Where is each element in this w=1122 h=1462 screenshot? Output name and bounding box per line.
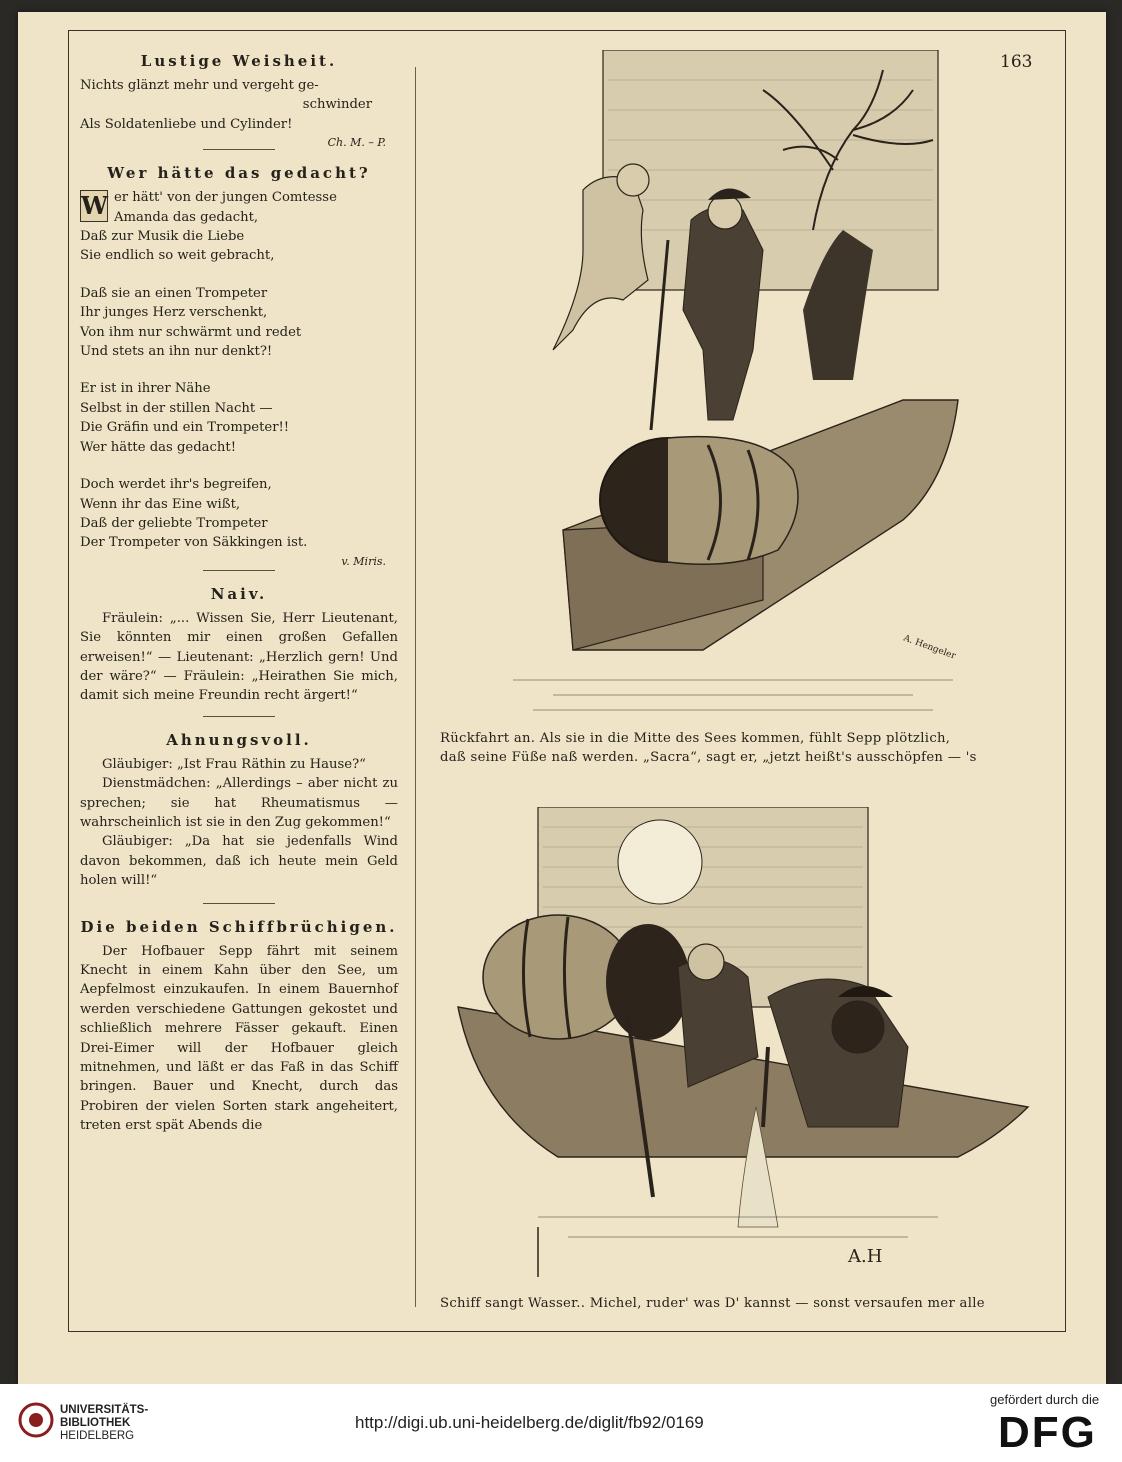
wer-stanza-2 [80, 284, 398, 362]
drop-cap: W [81, 191, 108, 221]
lustige-signature: Ch. M. – P. [327, 136, 386, 150]
verse-line: er hätt' von der jungen Comtesse [114, 190, 337, 206]
caption-top [440, 729, 1020, 768]
verse-line: Der Trompeter von Säkkingen ist. [80, 535, 308, 551]
wer-signature: v. Miris. [341, 554, 386, 568]
lustige-line-3: Als Soldatenliebe und Cylinder! [80, 116, 293, 132]
library-name [60, 1404, 148, 1443]
verse-line: Er ist in ihrer Nähe [80, 381, 211, 397]
magazine-page [18, 12, 1106, 1384]
divider [203, 903, 275, 904]
ahnung-para-3: Gläubiger: „Da hat sie jedenfalls Wind davon bekommen, daß ich heute mein Geld holen will!“ [80, 834, 398, 889]
verse-line: Ihr junges Herz verschenkt, [80, 305, 268, 321]
verse-line: Und stets an ihn nur denkt?! [80, 344, 273, 360]
verse-line: Daß sie an einen Trompeter [80, 285, 268, 301]
caption-top-line-2: daß seine Füße naß werden. „Sacra“, sagt er, „jetzt heißt's ausschöpfen — 's [440, 750, 977, 766]
left-column [80, 52, 398, 1136]
schiff-text: Der Hofbauer Sepp fährt mit seinem Knecht in einem Kahn über den See, um Aepfelmost einzukaufen. In einem Bauernhof werden verschiedene Gattungen gekostet und schließlich mehrere Fässer gekauft. Einen Drei-Eimer will der Hofbauer gleich mitnehmen, und läßt er das Faß in das Schiff bringen. Bauer und Knecht, durch das Probiren der vielen Sorten stark angeheitert, treten erst spät Abends die [80, 943, 398, 1134]
page-number: 163 [1000, 52, 1033, 72]
verse-line: Die Gräfin und ein Trompeter!! [80, 420, 290, 436]
illustration-sinking-boat [438, 807, 1033, 1287]
wer-stanza-3 [80, 379, 398, 457]
wer-title: Wer hätte das gedacht? [107, 164, 371, 183]
library-name-line-3: HEIDELBERG [60, 1430, 135, 1442]
dfg-logo: DFG [998, 1408, 1097, 1457]
verse-line: Daß zur Musik die Liebe [80, 229, 245, 245]
caption-top-line-1: Rückfahrt an. Als sie in die Mitte des Sees kommen, fühlt Sepp plötzlich, [440, 731, 951, 746]
ahnung-para-2: Dienstmädchen: „Allerdings – aber nicht zu sprechen; sie hat Rheumatismus — wahrscheinlich ist sie in den Zug gekommen!“ [80, 776, 398, 830]
verse-line: Amanda das gedacht, [114, 209, 259, 225]
column-rule [415, 67, 416, 1307]
verse-line: Daß der geliebte Trompeter [80, 515, 268, 531]
library-name-line-2: BIBLIOTHEK [60, 1417, 131, 1429]
verse-line: Selbst in der stillen Nacht — [80, 400, 273, 416]
lustige-line-1: Nichts glänzt mehr und vergeht ge- [80, 78, 319, 93]
ahnung-para-1: Gläubiger: „Ist Frau Räthin zu Hause?“ [102, 756, 366, 772]
verse-line: Doch werdet ihr's begreifen, [80, 477, 272, 493]
artist-signature-top: A. Hengeler [901, 633, 957, 662]
caption-bottom: Schiff sangt Wasser.. Michel, ruder' was D' kannst — sonst versaufen mer alle [440, 1296, 985, 1311]
naiv-title: Naiv. [210, 584, 268, 603]
verse-line: Von ihm nur schwärmt und redet [80, 324, 302, 340]
verse-line: Wer hätte das gedacht! [80, 439, 237, 455]
verse-line: Sie endlich so weit gebracht, [80, 248, 275, 264]
ahnung-title: Ahnungsvoll. [166, 730, 312, 749]
wer-stanza-1 [80, 188, 398, 266]
naiv-text: Fräulein: „... Wissen Sie, Herr Lieutenant, Sie könnten mir einen großen Gefallen erweisen!“ — Lieutenant: „Herzlich gern! Und der wäre?“ — Fräulein: „Heirathen Sie mich, damit sich meine Freundin recht ärgert!“ [80, 610, 398, 704]
verse-line: Wenn ihr das Eine wißt, [80, 496, 241, 512]
university-seal-icon [18, 1400, 54, 1440]
artist-signature-bottom: A.H [848, 1246, 883, 1267]
library-name-line-1: UNIVERSITÄTS- [60, 1404, 149, 1416]
lustige-title: Lustige Weisheit. [140, 52, 338, 70]
funding-note: gefördert durch die [990, 1392, 1100, 1407]
illustration-barrel-boat [433, 50, 973, 730]
divider [203, 570, 275, 571]
wer-stanza-4 [80, 475, 398, 553]
library-footer [0, 1384, 1122, 1462]
source-url[interactable]: http://digi.ub.uni-heidelberg.de/diglit/fb92/0169 [355, 1413, 704, 1432]
divider [203, 149, 275, 150]
schiff-title: Die beiden Schiffbrüchigen. [80, 917, 398, 936]
lustige-line-2: schwinder [302, 97, 372, 113]
divider [203, 716, 275, 717]
